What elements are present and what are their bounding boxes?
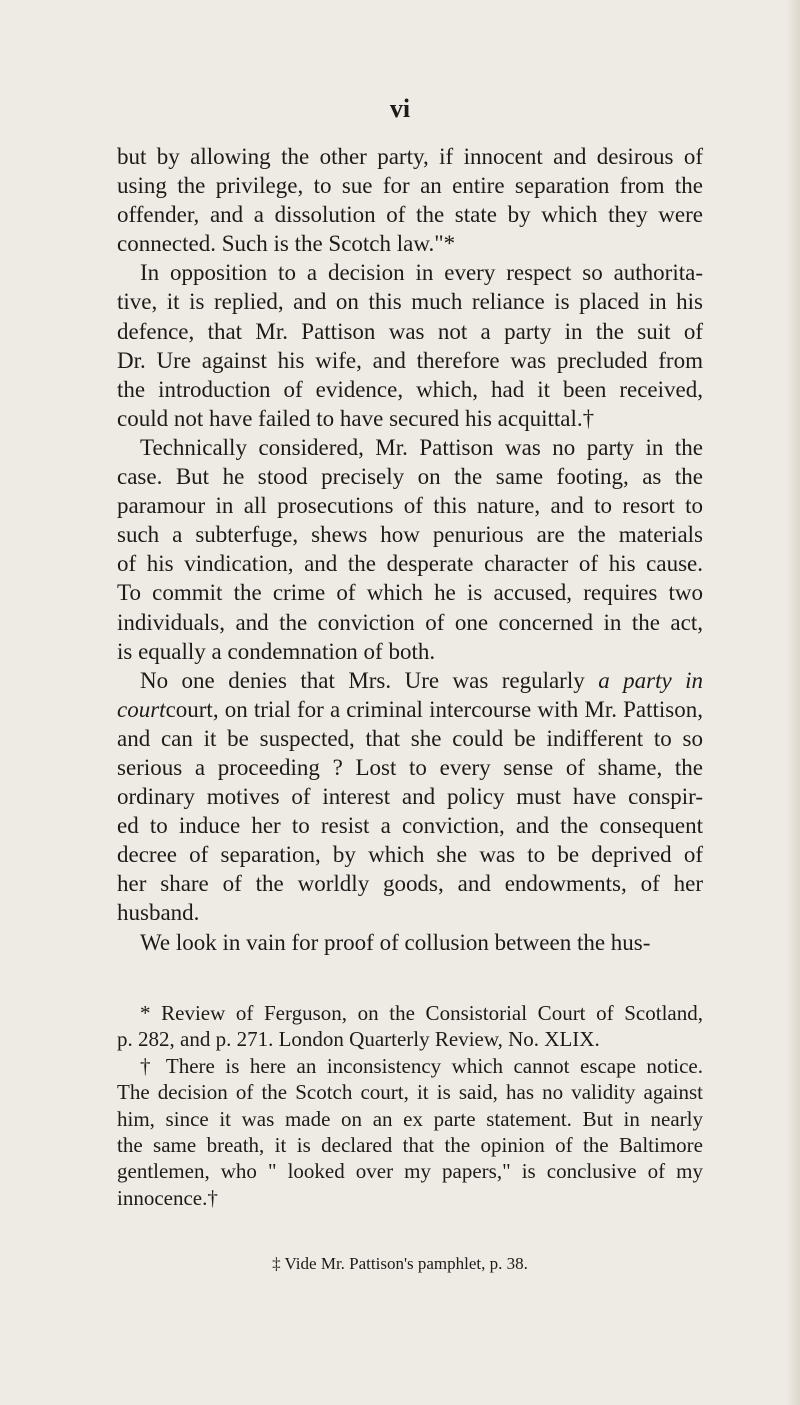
text-line: her share of the worldly goods, and endowments, of her	[117, 871, 703, 897]
text-line: tive, it is replied, and on this much reliance is placed in his	[117, 289, 703, 315]
footnotes	[117, 1000, 703, 1211]
text-line: Dr. Ure against his wife, and therefore was precluded from	[117, 347, 703, 373]
text-line: of his vindication, and the desperate character of his cause.	[117, 551, 703, 577]
text-line: decree of separation, by which she was to be deprived of	[117, 842, 703, 868]
text-line: offender, and a dissolution of the state by which they were	[117, 202, 703, 228]
footnote-line: † There is here an inconsistency which cannot escape notice.	[140, 1053, 703, 1078]
text-line: ordinary motives of interest and policy must have conspir-	[117, 784, 703, 810]
text-line: is equally a condemnation of both.	[117, 638, 436, 664]
text-line: and can it be suspected, that she could be indifferent to so	[117, 725, 703, 751]
text-line: but by allowing the other party, if innocent and desirous of	[117, 144, 703, 169]
text-line: paramour in all prosecutions of this nature, and to resort to	[117, 493, 703, 519]
body-text	[117, 142, 703, 957]
footnote-line: gentlemen, who " looked over my papers," is conclusive of my	[117, 1159, 703, 1184]
footnote-line: * Review of Ferguson, on the Consistorial Court of Scotland,	[140, 1001, 703, 1025]
text-line	[117, 666, 703, 695]
text-line: defence, that Mr. Pattison was not a party in the suit of	[117, 318, 703, 344]
footnote-line: p. 282, and p. 271. London Quarterly Review, No. XLIX.	[117, 1027, 600, 1052]
sub-footnote: ‡ Vide Mr. Pattison's pamphlet, p. 38.	[272, 1254, 528, 1273]
text-line: such a subterfuge, shews how penurious are the materials	[117, 522, 703, 548]
text-line	[117, 695, 703, 724]
text-line: To commit the crime of which he is accused, requires two	[117, 580, 703, 606]
page-number: vi	[389, 94, 411, 123]
text-line: the introduction of evidence, which, had it been received,	[117, 376, 703, 402]
text-line: could not have failed to have secured his acquittal.†	[117, 405, 595, 431]
text-line: We look in vain for proof of collusion between the hus-	[140, 929, 651, 955]
text-line: serious a proceeding ? Lost to every sense of shame, the	[117, 754, 703, 780]
footnote-line: him, since it was made on an ex parte statement. But in nearly	[117, 1106, 703, 1131]
text-line: Technically considered, Mr. Pattison was no party in the	[140, 434, 703, 460]
text-line: using the privilege, to sue for an entire separation from the	[117, 173, 703, 199]
text-line: individuals, and the conviction of one concerned in the act,	[117, 609, 703, 635]
text-line: husband.	[117, 900, 200, 926]
italic-phrase: a party in	[598, 667, 704, 693]
text-line: ed to induce her to resist a conviction, and the consequent	[117, 813, 703, 839]
text-line: case. But he stood precisely on the same footing, as the	[117, 464, 703, 490]
footnote-line: The decision of the Scotch court, it is said, has no validity against	[117, 1080, 703, 1105]
text-segment: No one denies that Mrs. Ure was regularly	[140, 667, 585, 693]
page-edge	[786, 0, 800, 1405]
text-line: connected. Such is the Scotch law."*	[117, 231, 456, 257]
text-line: In opposition to a decision in every respect so authorita-	[140, 260, 703, 286]
footnote-line: the same breath, it is declared that the opinion of the Baltimore	[117, 1133, 703, 1158]
italic-phrase: court	[117, 696, 166, 722]
footnote-line: innocence.†	[117, 1185, 218, 1210]
text-segment: court, on trial for a criminal intercourse with Mr. Pattison,	[165, 696, 703, 722]
